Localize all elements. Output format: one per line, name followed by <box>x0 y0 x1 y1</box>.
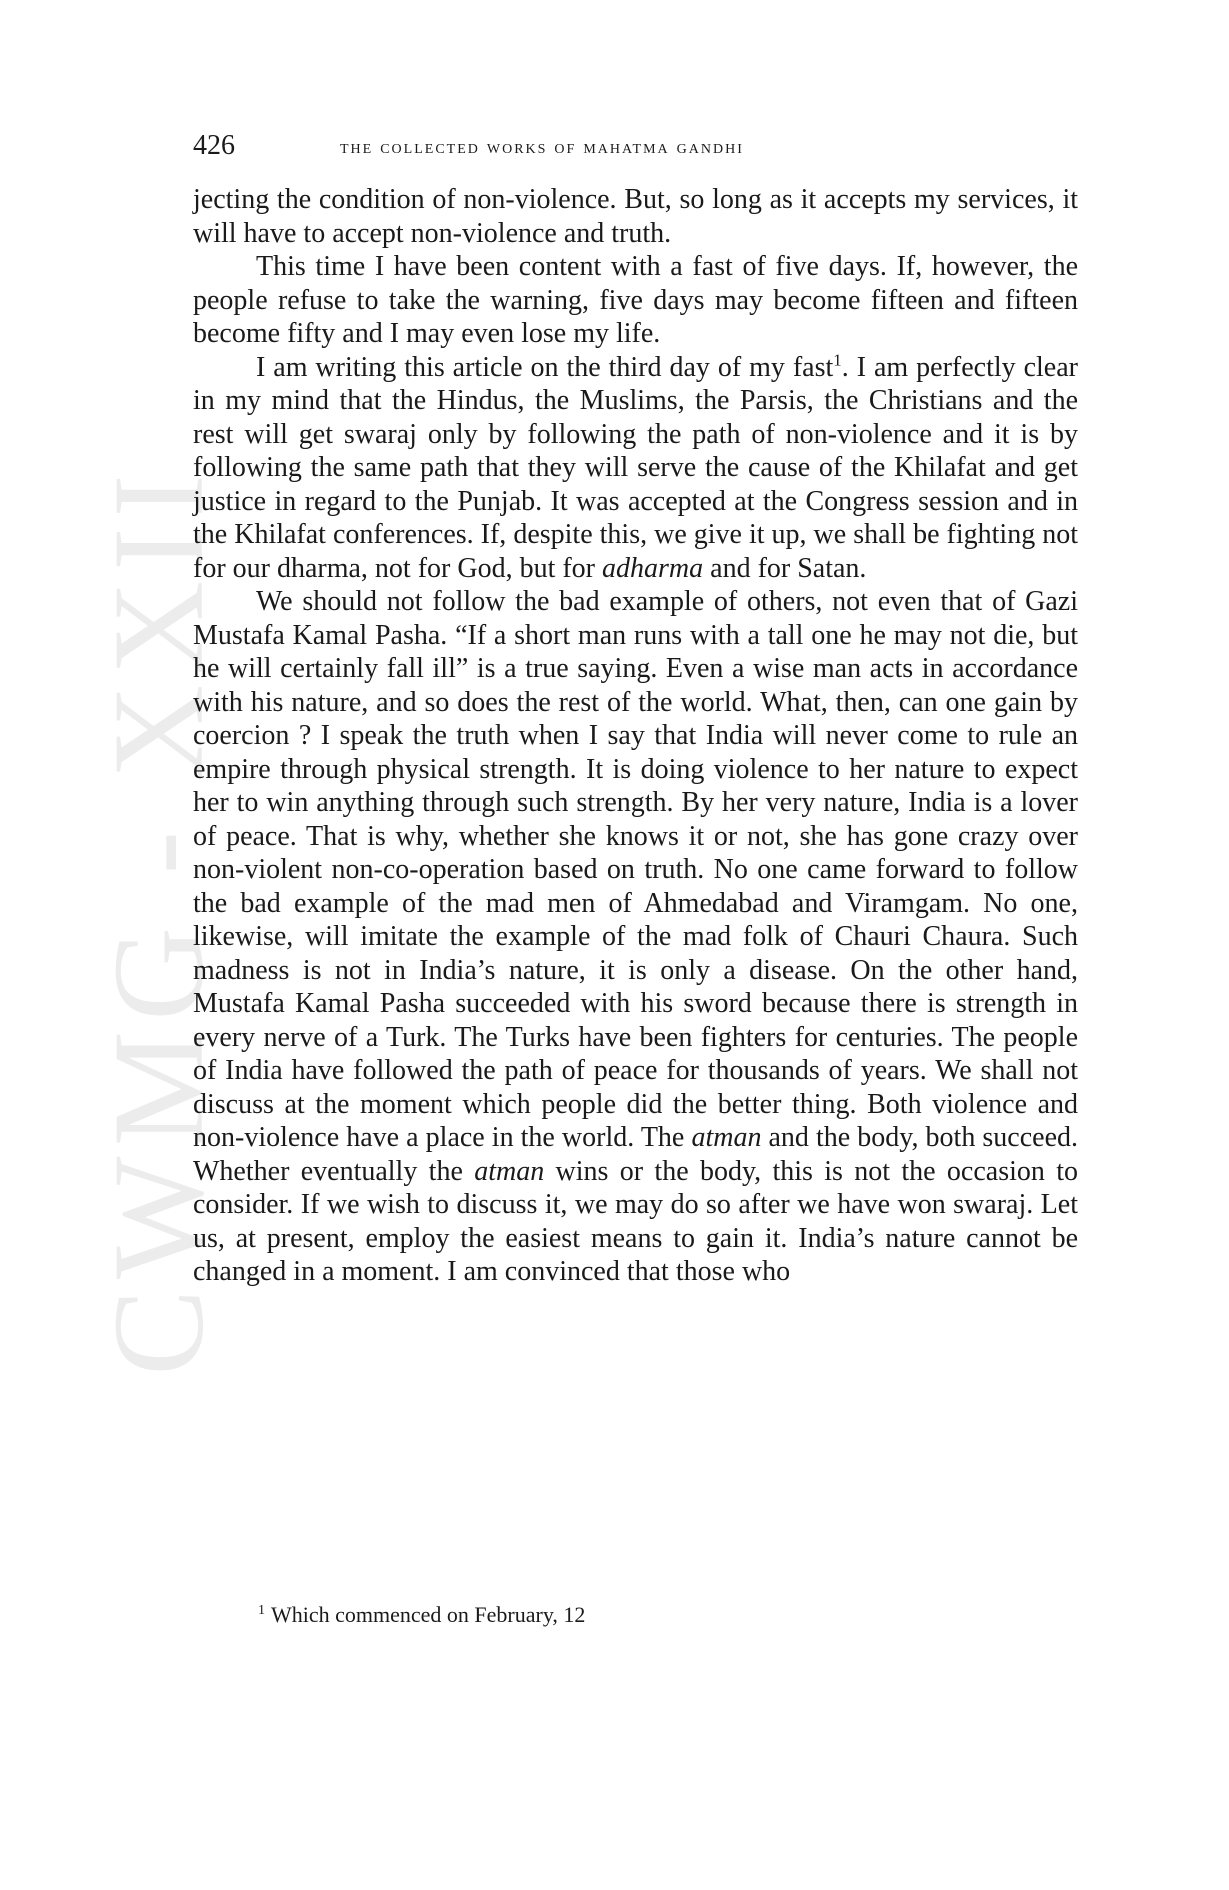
text-segment: wins or the body, this is not the occasion to consider. If we wish to discuss it, we may do so after we have won swaraj. Let us, at present, employ the easiest means to gain it. India’s nature cannot be changed in a moment. I am convinced that those who <box>193 1155 1079 1287</box>
text-segment: and the body, both succeed. Whether eventually the <box>193 1122 1079 1187</box>
text-segment: I am writing this article on the third day of my fast <box>256 351 834 383</box>
footnote-marker: 1 <box>258 1602 265 1618</box>
page-number: 426 <box>193 130 235 161</box>
text-segment: and for Satan. <box>703 552 867 584</box>
footnote-reference: 1 <box>833 350 842 370</box>
paragraph <box>193 183 1078 250</box>
paragraph <box>193 585 1078 1289</box>
running-head: the collected works of mahatma gandhi <box>340 136 744 158</box>
watermark-text: CWMG - XXII <box>87 464 231 1376</box>
text-segment: jecting the condition of non-violence. But, so long as it accepts my services, it will have to accept non-violence and truth. <box>193 184 1078 249</box>
text-segment: We should not follow the bad example of others, not even that of Gazi Mustafa Kamal Pasha. “If a short man runs with a tall one he may not die, but he will certainly fall ill” is a true saying. Even a wise man acts in accordance with his nature, and so does the rest of the world. What, then, can one gain by coercion ? I speak the truth when I say that India will never come to rule an empire through physical strength. It is doing violence to her nature to expect her to win anything through such strength. By her very nature, India is a lover of peace. That is why, whether she knows it or not, she has gone crazy over non-violent non-co-operation based on truth. No one came forward to follow the bad example of the mad men of Ahmedabad and Viramgam. No one, likewise, will imitate the example of the mad folk of Chauri Chaura. Such madness is not in India’s nature, it is only a disease. On the other hand, Mustafa Kamal Pasha succeeded with his sword because there is strength in every nerve of a Turk. The Turks have been fighters for centuries. The people of India have followed the path of peace for thousands of years. We shall not discuss at the moment which people did the better thing. Both violence and non-violence have a place in the world. The <box>193 586 1078 1153</box>
footnote <box>258 1602 585 1628</box>
text-segment: . I am perfectly clear in my mind that the Hindus, the Muslims, the Parsis, the Christians and the rest will get swaraj only by following the path of non-violence and it is by following the same path that they will serve the cause of the Khilafat and get justice in regard to the Punjab. It was accepted at the Congress session and in the Khilafat conferences. If, despite this, we give it up, we shall be fighting not for our dharma, not for God, but for <box>193 351 1078 584</box>
body-text <box>193 183 1078 1289</box>
italic-term: atman <box>474 1155 545 1187</box>
text-segment: This time I have been content with a fast of five days. If, however, the people refuse to take the warning, five days may become fifteen and fifteen become fifty and I may even lose my life. <box>193 251 1078 349</box>
page-header <box>193 130 1078 170</box>
italic-term: atman <box>691 1122 762 1153</box>
italic-term: adharma <box>602 552 704 584</box>
paragraph <box>193 250 1078 351</box>
footnote-text: Which commenced on February, 12 <box>271 1602 586 1627</box>
paragraph <box>193 351 1078 586</box>
